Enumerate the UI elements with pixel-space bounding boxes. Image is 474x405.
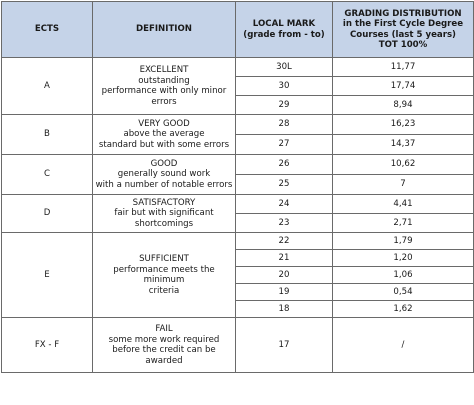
definition-line: performance with only minor <box>101 86 227 96</box>
definition-line: outstanding <box>138 75 190 86</box>
definition-line: GOOD <box>150 158 178 169</box>
definition-cell <box>93 318 236 373</box>
definition-line: criteria <box>148 285 180 296</box>
distribution-cell: 4,41 <box>333 195 474 214</box>
distribution-cell: / <box>333 318 474 373</box>
definition-line: performance meets the minimum <box>113 264 215 285</box>
local-mark-cell: 21 <box>236 250 333 267</box>
ects-grade-cell: B <box>2 115 93 155</box>
distribution-cell: 8,94 <box>333 96 474 115</box>
definition-line: EXCELLENT <box>139 65 189 75</box>
definition-line: errors <box>151 96 177 107</box>
local-mark-cell: 19 <box>236 284 333 301</box>
ects-grade-cell: A <box>2 58 93 115</box>
table-row <box>2 115 474 135</box>
local-mark-cell: 22 <box>236 233 333 250</box>
distribution-cell: 1,06 <box>333 267 474 284</box>
local-mark-cell: 17 <box>236 318 333 373</box>
distribution-cell: 17,74 <box>333 77 474 96</box>
table-row <box>2 318 474 373</box>
header-grading-distribution <box>333 2 474 58</box>
grading-table <box>1 1 474 373</box>
distribution-cell: 1,62 <box>333 301 474 318</box>
local-mark-cell: 27 <box>236 135 333 155</box>
header-distribution-line1: GRADING DISTRIBUTION <box>344 8 462 19</box>
definition-cell <box>93 115 236 155</box>
header-local-mark <box>236 2 333 58</box>
distribution-cell: 2,71 <box>333 214 474 233</box>
table-row <box>2 58 474 77</box>
definition-line: fair but with significant <box>114 208 214 219</box>
distribution-cell: 16,23 <box>333 115 474 135</box>
definition-line: SUFFICIENT <box>139 254 189 264</box>
header-local-mark-line1: LOCAL MARK <box>252 19 316 29</box>
table-row <box>2 155 474 175</box>
table-header <box>2 2 474 58</box>
ects-grade-cell: FX - F <box>2 318 93 373</box>
distribution-cell: 1,79 <box>333 233 474 250</box>
header-definition: DEFINITION <box>93 2 236 58</box>
definition-line: FAIL <box>155 324 173 334</box>
definition-line: above the average <box>123 129 205 140</box>
definition-cell <box>93 233 236 318</box>
local-mark-cell: 20 <box>236 267 333 284</box>
header-distribution-line2: in the First Cycle Degree <box>342 19 464 29</box>
definition-line: some more work required <box>108 334 220 345</box>
local-mark-cell: 23 <box>236 214 333 233</box>
definition-line: before the credit can be awarded <box>112 345 216 366</box>
distribution-cell: 1,20 <box>333 250 474 267</box>
definition-line: VERY GOOD <box>138 118 190 129</box>
distribution-cell: 14,37 <box>333 135 474 155</box>
local-mark-cell: 28 <box>236 115 333 135</box>
definition-line: SATISFACTORY <box>132 197 196 208</box>
header-row <box>2 2 474 58</box>
local-mark-cell: 30 <box>236 77 333 96</box>
ects-grade-cell: C <box>2 155 93 195</box>
local-mark-cell: 30L <box>236 58 333 77</box>
definition-line: generally sound work <box>117 169 211 180</box>
distribution-cell: 0,54 <box>333 284 474 301</box>
header-distribution-line4: TOT 100% <box>378 40 428 50</box>
distribution-cell: 11,77 <box>333 58 474 77</box>
distribution-cell: 10,62 <box>333 155 474 175</box>
definition-cell <box>93 155 236 195</box>
header-ects: ECTS <box>2 2 93 58</box>
local-mark-cell: 18 <box>236 301 333 318</box>
ects-grade-cell: D <box>2 195 93 233</box>
table-row <box>2 233 474 250</box>
table-body <box>2 58 474 373</box>
local-mark-cell: 24 <box>236 195 333 214</box>
table-row <box>2 195 474 214</box>
local-mark-cell: 26 <box>236 155 333 175</box>
header-local-mark-line2: (grade from - to) <box>243 29 325 40</box>
distribution-cell: 7 <box>333 175 474 195</box>
local-mark-cell: 25 <box>236 175 333 195</box>
definition-cell <box>93 58 236 115</box>
definition-cell <box>93 195 236 233</box>
definition-line: with a number of notable errors <box>95 179 233 190</box>
definition-line: standard but with some errors <box>98 139 230 150</box>
definition-line: shortcomings <box>134 218 194 229</box>
header-distribution-line3: Courses (last 5 years) <box>350 29 456 40</box>
local-mark-cell: 29 <box>236 96 333 115</box>
ects-grade-cell: E <box>2 233 93 318</box>
